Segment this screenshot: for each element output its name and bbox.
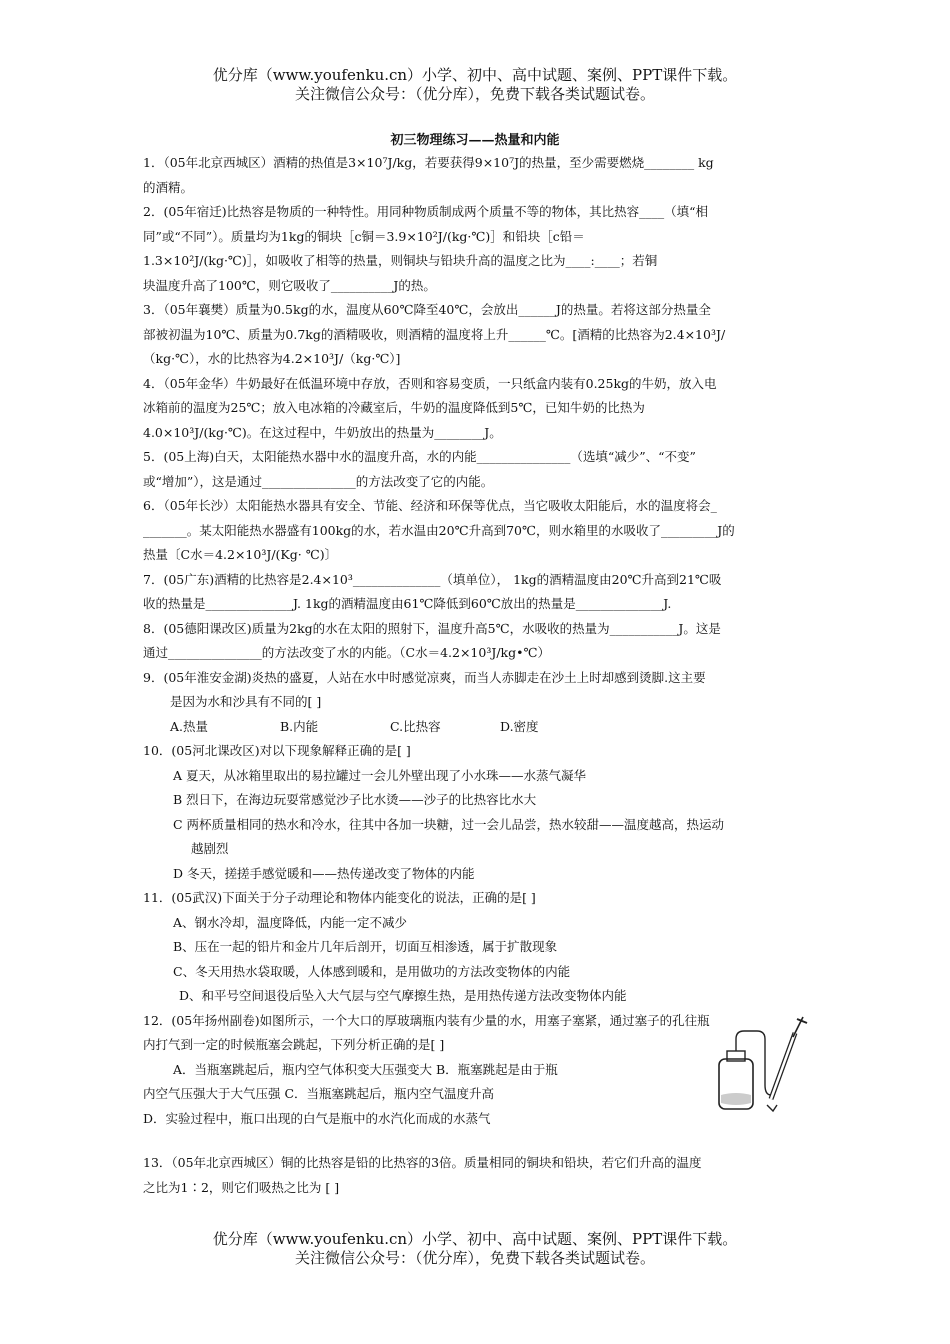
question-line: 9．(05年淮安金湖)炎热的盛夏，人站在水中时感觉凉爽，而当人赤脚走在沙土上时却感到烫脚.这主要 <box>143 669 706 685</box>
option-a: A 夏天，从冰箱里取出的易拉罐过一会儿外壁出现了小水珠——水蒸气凝华 <box>173 767 587 783</box>
question-line: A．当瓶塞跳起后，瓶内空气体积变大压强变大 B．瓶塞跳起是由于瓶 <box>173 1061 558 1077</box>
question-line: 11．(05武汉)下面关于分子动理论和物体内能变化的说法，正确的是[ ] <box>143 890 536 905</box>
question-line: 12．(05年扬州副卷)如图所示，一个大口的厚玻璃瓶内装有少量的水，用塞子塞紧，通过塞子的孔往瓶 <box>143 1012 710 1028</box>
question-4 <box>143 372 807 446</box>
question-line: 之比为1∶2，则它们吸热之比为 [ ] <box>143 1179 340 1195</box>
question-7 <box>143 568 807 617</box>
option-c: C、冬天用热水袋取暖，人体感到暖和，是用做功的方法改变物体的内能 <box>173 963 571 979</box>
question-line: 4.0×10³J/(kg·℃)。在这过程中，牛奶放出的热量为________J。 <box>143 424 502 440</box>
question-2 <box>143 200 807 298</box>
question-line: 8．(05德阳课改区)质量为2kg的水在太阳的照射下，温度升高5℃，水吸收的热量为___________J。这是 <box>143 620 721 636</box>
footer-line-1: 优分库（www.youfenku.cn）小学、初中、高中试题、案例、PPT课件下载。 <box>212 1230 738 1248</box>
question-8 <box>143 617 807 666</box>
question-line: 或“增加”），这是通过_______________的方法改变了它的内能。 <box>143 473 494 489</box>
question-10 <box>143 739 807 886</box>
question-5 <box>143 445 807 494</box>
question-line: _______。某太阳能热水器盛有100kg的水，若水温由20℃升高到70℃，则水箱里的水吸收了_________J的 <box>143 522 735 538</box>
question-line: 6．（05年长沙）太阳能热水器具有安全、节能、经济和环保等优点，当它吸收太阳能后，水的温度将会_ <box>143 498 717 513</box>
question-line: 部被初温为10℃、质量为0.7kg的酒精吸收，则酒精的温度将上升______℃。[酒精的比热容为2.4×10³J/ <box>143 326 726 342</box>
question-line: 1．（05年北京西城区）酒精的热值是3×10⁷J/kg，若要获得9×10⁷J的热量，至少需要燃烧________ kg <box>143 155 714 170</box>
header-line-1: 优分库（www.youfenku.cn）小学、初中、高中试题、案例、PPT课件下载。 <box>212 66 738 84</box>
question-line: 收的热量是______________J. 1kg的酒精温度由61℃降低到60℃放出的热量是______________J. <box>143 596 672 611</box>
question-line: 块温度升高了100℃，则它吸收了__________J的热。 <box>143 277 436 293</box>
footer-line-2: 关注微信公众号：（优分库），免费下载各类试题试卷。 <box>294 1249 655 1267</box>
page-title: 初三物理练习——热量和内能 <box>390 133 560 148</box>
option-c: C 两杯质量相同的热水和冷水，往其中各加一块糖，过一会儿品尝，热水较甜——温度越高，热运动 <box>173 816 725 832</box>
question-line: 是因为水和沙具有不同的[ ] <box>170 694 322 709</box>
option-b: B、压在一起的铅片和金片几年后剖开，切面互相渗透，属于扩散现象 <box>173 939 558 954</box>
option-d: D.密度 <box>500 718 539 734</box>
question-line: 内打气到一定的时候瓶塞会跳起，下列分析正确的是[ ] <box>143 1037 445 1052</box>
option-b: B 烈日下，在海边玩耍常感觉沙子比水烫——沙子的比热容比水大 <box>173 792 537 807</box>
choice-options <box>143 715 807 740</box>
header-line-2: 关注微信公众号：（优分库），免费下载各类试题试卷。 <box>294 85 655 103</box>
question-1 <box>143 151 807 200</box>
question-line: 3．（05年襄樊）质量为0.5kg的水，温度从60℃降至40℃，会放出______J的热量。若将这部分热量全 <box>143 302 711 317</box>
question-line: 通过_______________的方法改变了水的内能。（C水＝4.2×10³J/kg•℃） <box>143 645 550 660</box>
question-line: 4．（05年金华）牛奶最好在低温环境中存放，否则和容易变质，一只纸盒内装有0.25kg的牛奶，放入电 <box>143 375 717 391</box>
question-line: D．实验过程中，瓶口出现的白气是瓶中的水汽化而成的水蒸气 <box>143 1110 491 1126</box>
question-line: 1.3×10²J/(kg·℃)］，如吸收了相等的热量，则铜块与铅块升高的温度之比为____:____；若铜 <box>143 253 658 268</box>
option-b: B.内能 <box>280 718 319 734</box>
question-12 <box>143 1009 807 1132</box>
question-3 <box>143 298 807 372</box>
question-line: 10．(05河北课改区)对以下现象解释正确的是[ ] <box>143 743 411 758</box>
question-line: 5．(05上海)白天，太阳能热水器中水的温度升高，水的内能_______________（选填“减少”、“不变” <box>143 449 696 464</box>
question-6 <box>143 494 807 568</box>
question-13 <box>143 1151 807 1200</box>
question-9 <box>143 666 807 740</box>
option-d: D 冬天，搓搓手感觉暖和——热传递改变了物体的内能 <box>173 865 475 881</box>
flask-pump-icon <box>713 1015 809 1115</box>
question-line: 的酒精。 <box>143 179 194 195</box>
option-a: A、钢水冷却，温度降低，内能一定不减少 <box>173 914 408 930</box>
option-c: C.比热容 <box>390 718 441 734</box>
question-line: 同”或“不同”）。质量均为1kg的铜块［c铜＝3.9×10²J/(kg·℃)］和铅块［c铅＝ <box>143 228 585 244</box>
question-11 <box>143 886 807 1009</box>
option-d: D、和平号空间退役后坠入大气层与空气摩擦生热，是用热传递方法改变物体内能 <box>179 988 627 1003</box>
page-footer <box>0 1230 950 1268</box>
page-header <box>0 66 950 104</box>
question-line: 7．(05广东)酒精的比热容是2.4×10³______________（填单位）， 1kg的酒精温度由20℃升高到21℃吸 <box>143 571 722 587</box>
question-line: 13．（05年北京西城区）铜的比热容是铅的比热容的3倍。质量相同的铜块和铅块，若它们升高的温度 <box>143 1155 702 1170</box>
question-line: 热量〔C水＝4.2×10³J/(Kg· ℃)〕 <box>143 547 338 562</box>
option-a: A.热量 <box>170 718 209 734</box>
option-c-continued: 越剧烈 <box>191 841 229 856</box>
question-line: 2．(05年宿迁)比热容是物质的一种特性。用同种物质制成两个质量不等的物体，其比热容____（填“相 <box>143 204 709 219</box>
question-list <box>143 151 807 1200</box>
question-line: 内空气压强大于大气压强 C．当瓶塞跳起后，瓶内空气温度升高 <box>143 1086 495 1101</box>
question-line: （kg·℃），水的比热容为4.2×10³J/（kg·℃）] <box>143 351 401 366</box>
question-line: 冰箱前的温度为25℃；放入电冰箱的冷藏室后，牛奶的温度降低到5℃，已知牛奶的比热为 <box>143 400 645 415</box>
